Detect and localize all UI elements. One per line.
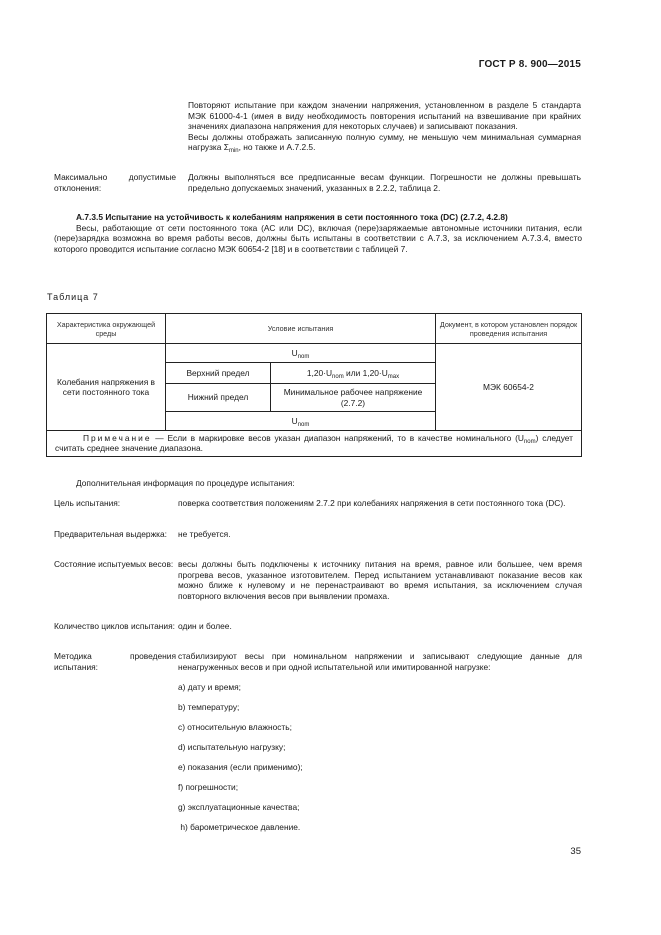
table-caption: Таблица 7	[47, 292, 99, 302]
procedure-label-condition: Состояние испытуемых весов:	[54, 559, 174, 569]
retest-paragraph-block	[188, 100, 581, 153]
procedure-label-method: Методика проведения испытания:	[54, 651, 176, 672]
lower-limit-value: Минимальное рабочее напряжение (2.7.2)	[271, 384, 436, 412]
max-deviation-label: Максимально допустимые отклонения:	[54, 172, 176, 193]
document-cell: МЭК 60654-2	[436, 344, 582, 431]
procedure-label-purpose: Цель испытания:	[54, 498, 121, 508]
section-body: Весы, работающие от сети постоянного тока (АС или DC), включая (пере)заряжаемые автономные источники питания, если (пере)зарядка возможна во время работы весов, должны быть испытаны в соответствии с А.7.3, за исключением А.7.3.4, вместо которого проводится испытание согласно МЭК 60654-2 [18] и в соответствии с таблицей 7.	[54, 222, 582, 254]
list-item: c) относительную влажность;	[178, 722, 292, 732]
list-item: a) дату и время;	[178, 682, 241, 692]
section-title: А.7.3.5 Испытание на устойчивость к колебаниям напряжения в сети постоянного тока (DC) (2.7.2, 4.2.8)	[76, 212, 508, 222]
procedure-text-preconditioning: не требуется.	[178, 529, 231, 539]
procedure-label-preconditioning: Предварительная выдержка:	[54, 529, 168, 539]
procedure-text-method: стабилизируют весы при номинальном напряжении и записывают следующие данные для ненагруженных весов и при одной испытательной или имитированной нагрузке:	[178, 651, 582, 672]
list-item: d) испытательную нагрузку;	[178, 742, 286, 752]
nominal-voltage-top: $U_{nom}$	[166, 344, 436, 363]
header-document: Документ, в котором установлен порядок проведения испытания	[436, 314, 582, 344]
procedure-intro: Дополнительная информация по процедуре испытания:	[76, 478, 295, 488]
list-item: b) температуру;	[178, 702, 240, 712]
table-7	[46, 313, 582, 457]
upper-limit-value: $1,20\cdot U_{nom}$ или $1,20\cdot U_{max}$	[271, 363, 436, 384]
header-test-condition: Условие испытания	[166, 314, 436, 344]
procedure-text-purpose: поверка соответствия положениям 2.7.2 при колебаниях напряжения в сети постоянного тока (DC).	[178, 498, 566, 508]
document-code: ГОСТ Р 8. 900—2015	[478, 59, 581, 70]
display-sum-paragraph: Весы должны отображать записанную полную сумму, не меньшую чем минимальная суммарная нагрузка $\Sigma_{min}$, но также и А.7.2.5.	[188, 131, 581, 155]
environment-cell: Колебания напряжения в сети постоянного тока	[47, 344, 166, 431]
page-number: 35	[570, 846, 581, 857]
list-item: g) эксплуатационные качества;	[178, 802, 300, 812]
section-a735	[54, 212, 582, 254]
procedure-text-condition: весы должны быть подключены к источнику питания на время, равное или большее, чем время прогрева весов, указанное изготовителем. Перед испытанием устанавливают показание весов как можно ближе к нулевому и не перенастраивают во время испытания, за исключением случая повторного включения весов при выявлении промаха.	[178, 559, 582, 601]
lower-limit-label: Нижний предел	[166, 384, 271, 412]
procedure-label-cycles: Количество циклов испытания:	[54, 621, 175, 631]
nominal-voltage-bottom: $U_{nom}$	[166, 412, 436, 431]
table-note: Примечание — Если в маркировке весов указан диапазон напряжений, то в качестве номинального $(U_{nom})$ следует считать среднее значение диапазона.	[47, 431, 582, 457]
list-item: e) показания (если применимо);	[178, 762, 303, 772]
list-item: f) погрешности;	[178, 782, 239, 792]
retest-paragraph: Повторяют испытание при каждом значении напряжения, установленном в разделе 5 стандарта МЭК 61000-4-1 (имея в виду необходимость повторения испытаний на взвешивание при крайних значениях диапазона напряжения для некоторых случаев) и записывают показания.	[188, 100, 581, 132]
list-item: h) барометрическое давление.	[178, 822, 301, 832]
header-environment: Характеристика окружающей среды	[47, 314, 166, 344]
max-deviation-text: Должны выполняться все предписанные весам функции. Погрешности не должны превышать предельно допускаемых значений, указанных в 2.2.2, таблица 2.	[188, 172, 581, 193]
procedure-text-cycles: один и более.	[178, 621, 232, 631]
upper-limit-label: Верхний предел	[166, 363, 271, 384]
